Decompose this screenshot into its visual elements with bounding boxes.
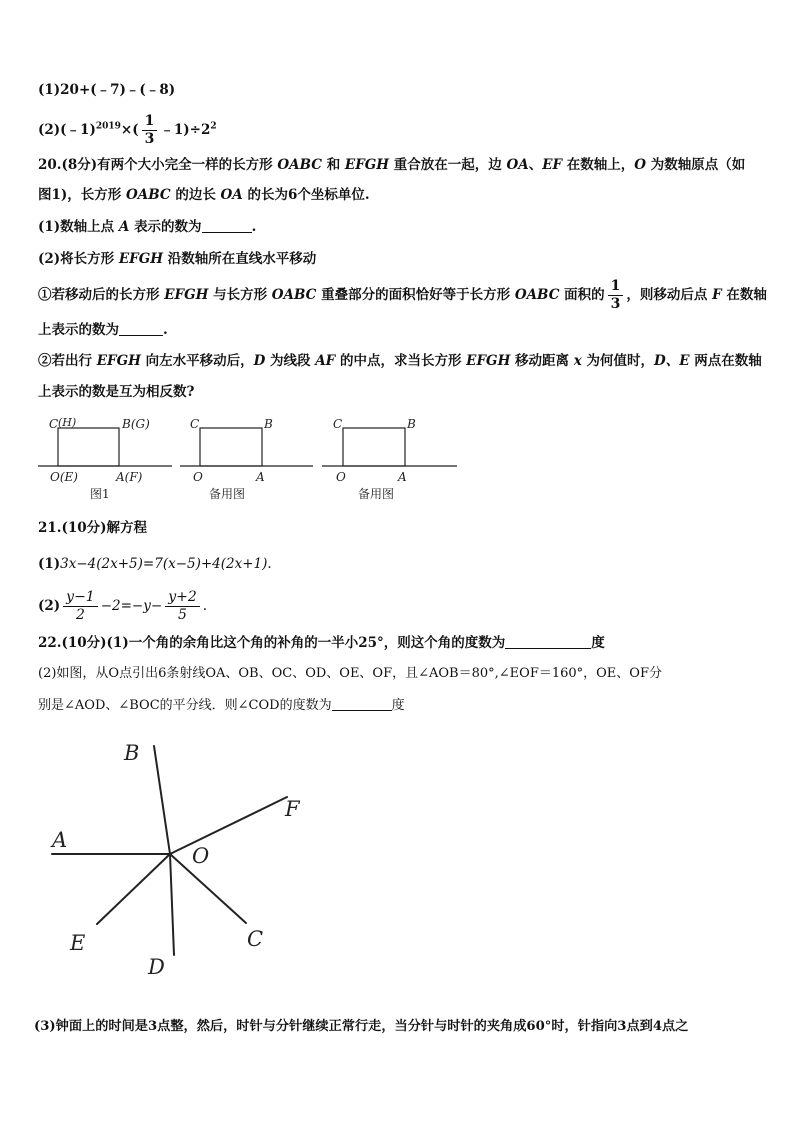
fig2-label-a: A xyxy=(256,470,265,484)
q19-part2-exponent2: 2 xyxy=(210,121,217,132)
figure-1 xyxy=(38,428,172,466)
q20-figures xyxy=(0,410,794,505)
fig3-label-c: C xyxy=(333,417,343,431)
answer-blank[interactable] xyxy=(505,634,591,649)
ray-od xyxy=(170,854,174,955)
label-a: A xyxy=(52,828,68,852)
label-b: B xyxy=(124,741,140,765)
label-d: D xyxy=(148,955,165,979)
q21-part2: (2) $\frac{y-1}{2}$ −2=−y− $\frac{y+2}{5}$ . xyxy=(38,589,208,623)
fig1-label-a: A(F) xyxy=(116,470,143,484)
q20-line1: 20.(8分)有两个大小完全一样的长方形 OABC 和 EFGH 重合放在一起，边 OA、EF 在数轴上，O 为数轴原点（如 xyxy=(38,157,746,173)
q21-equation1: 3x−4(2x+5)=7(x−5)+4(2x+1) xyxy=(60,556,268,572)
label-c: C xyxy=(247,927,264,951)
q20-case1: ①若移动后的长方形 EFGH 与长方形 OABC 重叠部分的面积恰好等于长方形 OABC 面积的 $\frac{1}{3}$ ，则移动后点 F 在数轴 xyxy=(38,278,767,312)
q22-part2-cont: 别是∠AOD、∠BOC的平分线．则∠COD的度数为 度 xyxy=(38,698,405,713)
q19-fraction: $\frac{1}{3}$ xyxy=(142,113,158,148)
fig1-label-h: (H) xyxy=(58,416,77,429)
fig3-label-b: B xyxy=(407,417,416,431)
fig1-label-o: O(E) xyxy=(50,470,78,484)
fig2-label-c: C xyxy=(190,417,200,431)
q21-title: 21.(10分)解方程 xyxy=(38,520,148,536)
q19-part2-b: ×( xyxy=(120,122,139,138)
q21-fraction2: $\frac{y+2}{5}$ xyxy=(165,589,200,624)
q20-case2-cont: 上表示的数是互为相反数? xyxy=(38,384,195,400)
fig2-label-o: O xyxy=(193,470,203,484)
fig3-caption: 备用图 xyxy=(358,487,395,501)
q20-line2: 图1)，长方形 OABC 的边长 OA 的长为6个坐标单位. xyxy=(38,187,370,203)
q20-case1-cont: 上表示的数为 . xyxy=(38,322,168,338)
answer-blank[interactable] xyxy=(119,321,163,336)
q21-fraction1: $\frac{y-1}{2}$ xyxy=(63,589,98,624)
q20-fraction: $\frac{1}{3}$ xyxy=(608,278,624,313)
q22-part2: (2)如图，从O点引出6条射线OA、OB、OC、OD、OE、OF，且∠AOB＝80°,∠EOF＝160°，OE、OF分 xyxy=(38,666,662,681)
figure-2 xyxy=(180,428,313,466)
answer-blank[interactable] xyxy=(202,218,252,233)
fig3-label-a: A xyxy=(398,470,407,484)
q19-part2 xyxy=(38,113,217,148)
label-e: E xyxy=(70,931,86,955)
q19-part2-a: (2)(﹣1) xyxy=(38,122,96,138)
q22-part1: 22.(10分)(1)一个角的余角比这个角的补角的一半小25°，则这个角的度数为 度 xyxy=(38,635,605,651)
fig2-caption: 备用图 xyxy=(209,487,246,501)
q20-sub1: (1)数轴上点 A 表示的数为 . xyxy=(38,219,257,235)
label-f: F xyxy=(285,797,300,821)
q21-part1: (1)3x−4(2x+5)=7(x−5)+4(2x+1). xyxy=(38,556,272,572)
q22-ray-figure xyxy=(40,730,340,990)
answer-blank[interactable] xyxy=(332,696,392,711)
fig1-caption: 图1 xyxy=(90,487,110,501)
ray-ob xyxy=(154,746,170,854)
q20-sub2: (2)将长方形 EFGH 沿数轴所在直线水平移动 xyxy=(38,251,317,267)
label-o: O xyxy=(192,844,210,868)
fig1-label-c: C xyxy=(49,417,59,431)
fig2-label-b: B xyxy=(264,417,273,431)
fig1-label-b: B(G) xyxy=(122,417,150,431)
q22-part3: (3)钟面上的时间是3点整，然后，时针与分针继续正常行走，当分针与时针的夹角成60°时，针指向3点到4点之 xyxy=(34,1019,689,1034)
ray-of xyxy=(170,797,287,854)
fig3-label-o: O xyxy=(336,470,346,484)
q19-part2-exponent: 2019 xyxy=(95,121,121,132)
ray-oe xyxy=(97,854,170,924)
q19-part1: (1)20+(﹣7)﹣(﹣8) xyxy=(38,82,176,98)
q19-part2-c: ﹣1)÷2 xyxy=(160,122,211,138)
q20-case2: ②若出行 EFGH 向左水平移动后，D 为线段 AF 的中点，求当长方形 EFGH 移动距离 x 为何值时，D、E 两点在数轴 xyxy=(38,353,762,369)
figure-3 xyxy=(322,428,457,466)
